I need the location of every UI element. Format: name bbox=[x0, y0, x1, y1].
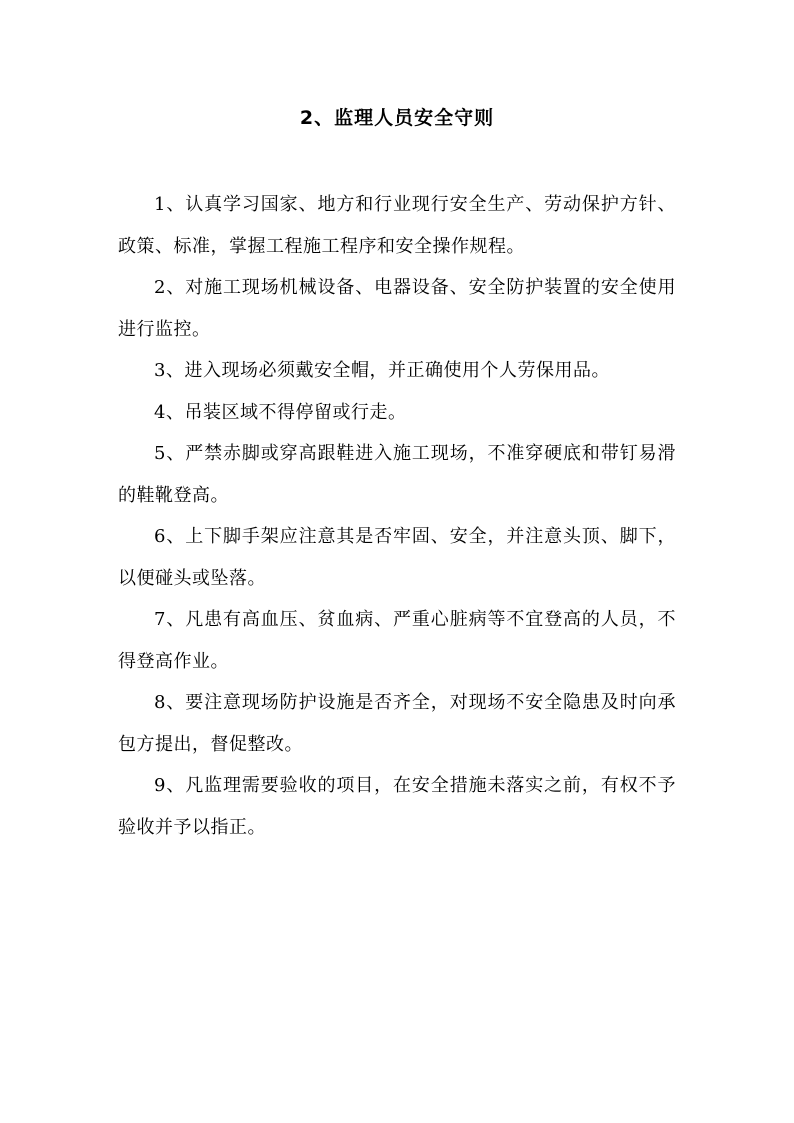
rule-item-2: 2、对施工现场机械设备、电器设备、安全防护装置的安全使用进行监控。 bbox=[118, 277, 676, 340]
rules-list bbox=[118, 184, 676, 848]
rule-item-4: 4、吊装区域不得停留或行走。 bbox=[154, 401, 407, 423]
rule-item-8: 8、要注意现场防护设施是否齐全，对现场不安全隐患及时向承包方提出，督促整改。 bbox=[118, 692, 676, 755]
rule-item-6: 6、上下脚手架应注意其是否牢固、安全，并注意头顶、脚下，以便碰头或坠落。 bbox=[118, 526, 676, 589]
rule-item-1: 1、认真学习国家、地方和行业现行安全生产、劳动保护方针、政策、标准，掌握工程施工程序和安全操作规程。 bbox=[118, 194, 676, 257]
document-title: 2、监理人员安全守则 bbox=[299, 107, 495, 129]
rule-item-7: 7、凡患有高血压、贫血病、严重心脏病等不宜登高的人员，不得登高作业。 bbox=[118, 609, 676, 672]
rule-item-3: 3、进入现场必须戴安全帽，并正确使用个人劳保用品。 bbox=[154, 360, 610, 381]
rule-item-5: 5、严禁赤脚或穿高跟鞋进入施工现场，不准穿硬底和带钉易滑的鞋靴登高。 bbox=[118, 443, 676, 506]
rule-item-9: 9、凡监理需要验收的项目，在安全措施未落实之前，有权不予验收并予以指正。 bbox=[118, 775, 676, 838]
